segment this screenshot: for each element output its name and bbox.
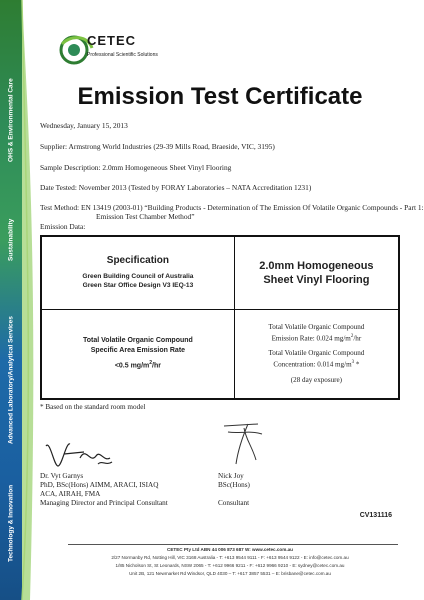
signature-garnys <box>40 436 120 472</box>
signatory-2-quals: BSc(Hons) <box>218 481 250 489</box>
signatory-1-role: Managing Director and Principal Consultant <box>40 499 168 507</box>
signatory-2-name: Nick Joy <box>218 472 244 480</box>
footer-address-qld: Unit 2B, 121 Newmarket Rd Windsor, QLD 4030 – T: +617 3857 5531 – E: brisbane@cetec.com.au <box>129 571 331 576</box>
emission-data-table <box>40 235 400 400</box>
result2-line-2: Concentration: 0.014 $mg/m^3$ * <box>273 360 360 369</box>
result2-line-1: Total Volatile Organic Compound <box>268 349 365 358</box>
tvoc-criteria-cell <box>41 309 234 399</box>
product-line-2: Sheet Vinyl Flooring <box>263 273 370 286</box>
signatory-2-role: Consultant <box>218 499 250 507</box>
signatory-1-quals-1: PhD, BSc(Hons) AIMM, ARACI, ISIAQ <box>40 481 159 489</box>
sidebar-label-ohs: OHS & Environmental Care <box>7 78 15 162</box>
page-title: Emission Test Certificate <box>77 83 363 110</box>
date-tested: Date Tested: November 2013 (Tested by FORAY Laboratories – NATA Accreditation 1231) <box>40 183 312 192</box>
footer-address-vic: 2/27 Normanby Rd, Notting Hill, VIC 3168 Australia - T: +613 9544 9111 - F: +613 9544 9122 - E: info@cetec.com.au <box>111 555 349 560</box>
certificate-code: CV131116 <box>359 512 392 519</box>
tvoc-result-cell <box>234 309 399 399</box>
tvoc-limit: <0.5 $mg/m^2/hr$ <box>114 360 161 370</box>
footer-address-nsw: 1/85 Nicholson St, St Leonards, NSW 2065 - T: +612 9966 9211 - F: +612 9966 9210 - E: sydney@cetec.com.au <box>115 563 345 568</box>
result1-line-2: Emission Rate: 0.024 $mg/m^2/hr$ <box>271 333 362 343</box>
sample-description: Sample Description: 2.0mm Homogeneous Sheet Vinyl Flooring <box>40 163 232 172</box>
sidebar-label-lab-services: Advanced Laboratory/Analytical Services <box>7 316 15 444</box>
signatory-2 <box>218 472 250 508</box>
tvoc-line-1: Total Volatile Organic Compound <box>83 337 193 345</box>
logo-name: CETEC <box>87 33 137 48</box>
sidebar-label-technology: Technology & Innovation <box>7 484 15 562</box>
supplier-line: Supplier: Armstrong World Industries (29-39 Mills Road, Braeside, VIC, 3195) <box>40 142 275 151</box>
signatory-1-name: Dr. Vyt Garnys <box>40 472 84 480</box>
emission-data-label: Emission Data: <box>40 222 86 231</box>
specification-heading: Specification <box>106 255 170 267</box>
signature-joy <box>218 420 266 468</box>
product-line-1: 2.0mm Homogeneous <box>259 259 374 272</box>
sidebar-label-sustainability: Sustainability <box>7 218 15 262</box>
footer-divider <box>68 544 398 545</box>
exposure-note: (28 day exposure) <box>290 375 343 384</box>
footer-company: CETEC Pty Ltd ABN 44 006 873 687 W: www.cetec.com.au <box>167 547 293 552</box>
specification-cell <box>41 236 234 309</box>
result1-line-1: Total Volatile Organic Compound <box>268 322 365 331</box>
tvoc-line-2: Specific Area Emission Rate <box>90 346 186 354</box>
product-cell <box>234 236 399 309</box>
certificate-date: Wednesday, January 15, 2013 <box>40 121 128 130</box>
spec-line-1: Green Building Council of Australia <box>82 273 194 281</box>
signatory-1 <box>40 472 168 508</box>
logo-tagline: Professional Scientific Solutions <box>87 52 158 58</box>
spec-line-2: Green Star Office Design V3 IEQ-13 <box>82 282 194 290</box>
signatory-1-quals-2: ACA, AIRAH, FMA <box>40 490 101 498</box>
footnote: * Based on the standard room model <box>40 403 146 411</box>
test-method: Test Method: EN 13419 (2003-01) “Building Products - Determination of The Emission Of Volatile Organic Compounds - Part 1: Emission Test Chamber Method” <box>40 203 424 221</box>
